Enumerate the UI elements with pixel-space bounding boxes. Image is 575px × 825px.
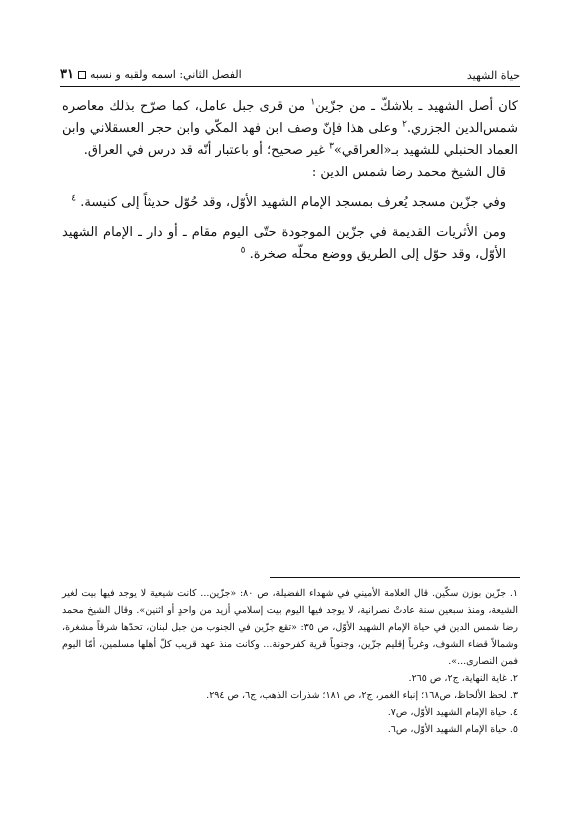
chapter-title: الفصل الثاني: اسمه ولقبه و نسبه bbox=[89, 68, 242, 81]
footnote-5: ٥. حياة الإمام الشهيد الأوّل، ص٦. bbox=[387, 724, 518, 735]
square-ornament-icon bbox=[78, 71, 86, 79]
chapter-heading bbox=[60, 67, 242, 82]
paragraph-quote-intro: قال الشيخ محمد رضا شمس الدين : bbox=[311, 165, 506, 180]
text-run: وعلى هذا فإنّ وصف ابن فهد المكّي وابن حجر العسقلاني وابن العماد الحنبلي للشهيد بـ«العراقي» bbox=[62, 121, 518, 158]
footnote-ref-1[interactable]: ١ bbox=[310, 97, 316, 108]
footnote-2: ٢. غاية النهاية، ج٢، ص ٢٦٥. bbox=[408, 673, 518, 684]
footnote-divider bbox=[270, 577, 520, 578]
quote-shrine bbox=[62, 222, 518, 266]
footnote-ref-4[interactable]: ٤ bbox=[71, 193, 77, 204]
text-run: كان أصل الشهيد ـ بلاشكّ ـ من جزّين bbox=[315, 99, 519, 114]
page-header bbox=[60, 64, 520, 82]
footnote-1: ١. جزّين بوزن سكّين. قال العلامة الأميني في شهداء الفضيلة، ص ٨٠: «جزّين... كانت شيعية لا يوجد فيها بيت لغير الشيعة، ومنذ سبعين سنة عادتْ نصرانية، لا يوجد فيها اليوم بيت إسلامي أزيد من واحدٍ أو اثنين». وقال الشيخ محمد رضا شمس الدين في حياة الإمام الشهيد الأوّل، ص ٣٥: «تقع جزّين في الجنوب من جبل لبنان، تحدّها شرقاً مشغرة، وشمالاً قضاء الشوف، وغرباً إقليم جزّين، وجنوباً قرية كفرحونة... وكانت منذ عهد قريب كلّ أهلها مسلمين، أمّا اليوم فمن النصارى...». bbox=[62, 588, 518, 667]
footnotes bbox=[62, 585, 518, 738]
footnote-ref-2[interactable]: ٢ bbox=[402, 119, 407, 130]
text-run: غير صحيح؛ أو باعتبار أنّه قد درس في العراق. bbox=[83, 143, 330, 158]
text-run: وفي جزّين مسجد يُعرف بمسجد الإمام الشهيد الأوّل، وقد حُوّل حديثاً إلى كنيسة. bbox=[80, 195, 506, 210]
footnote-ref-5[interactable]: ٥ bbox=[240, 245, 246, 256]
quote-mosque bbox=[62, 192, 518, 214]
footnote-4: ٤. حياة الإمام الشهيد الأوّل، ص٧. bbox=[387, 707, 518, 718]
running-title: حياة الشهيد bbox=[466, 69, 520, 82]
main-text bbox=[62, 96, 518, 266]
header-divider bbox=[60, 86, 520, 87]
page-number: ٣١ bbox=[60, 67, 74, 82]
footnote-ref-3[interactable]: ٣ bbox=[329, 141, 334, 152]
footnote-3: ٣. لحظ الألحاظ، ص١٦٨؛ إنباء الغمر، ج٢، ص ١٨١؛ شذرات الذهب، ج٦، ص ٢٩٤. bbox=[206, 690, 518, 701]
text-run: من قرى جبل عامل، كما صرّح بذلك معاصره شمس‌الدين الجزري. bbox=[62, 99, 519, 136]
paragraph-origin bbox=[62, 96, 518, 162]
text-run: ومن الأثريات القديمة في جزّين الموجودة حتّى اليوم مقام ـ أو دار ـ الإمام الشهيد الأوّل، وقد حوّل إلى الطريق ووضع محلّه صخرة. bbox=[62, 225, 506, 262]
